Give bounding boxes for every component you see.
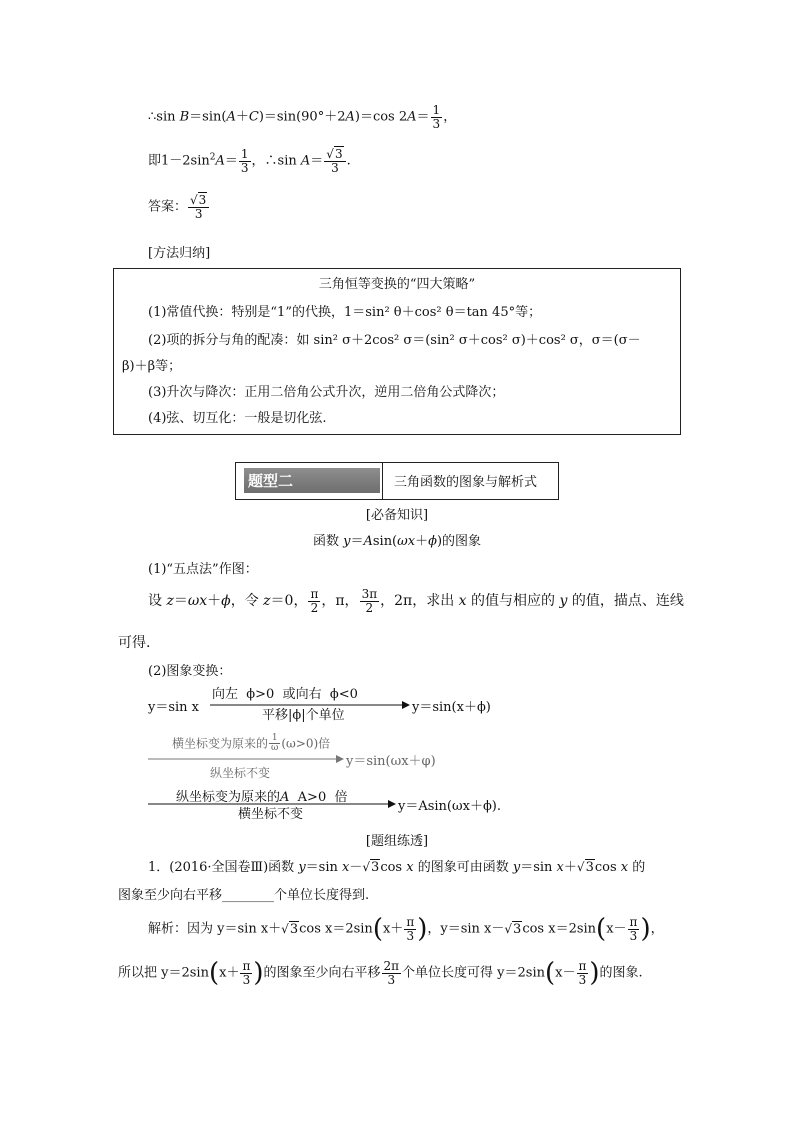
derivation-line-1: ∴sin B＝sin(A＋C)＝sin(90°＋2A)＝cos 2A＝ $\frac{1}{3}$ ， — [148, 103, 457, 131]
section-divider — [382, 463, 383, 499]
fraction-sqrt3-over-3: $\frac{√3}{3}$ — [324, 148, 345, 174]
section-header — [235, 462, 559, 500]
five-point-setup-cont: 可得. — [118, 635, 151, 651]
practice-label: [题组练透] — [365, 834, 429, 849]
fraction-3pi-over-2: $\frac{3\pi}{2}$ — [361, 587, 378, 615]
transform-2-arrow — [148, 754, 344, 764]
transform-2-bottom: 纵坐标不变 — [210, 766, 271, 780]
question-1-line-1: 1．(2016·全国卷Ⅲ)函数 y＝sin x－√3cos x 的图象可由函数 y＝sin x＋√3cos x 的 — [148, 860, 646, 875]
transform-1-end: y＝sin(x＋ϕ) — [412, 700, 491, 715]
transform-1-start: y＝sin x — [148, 700, 200, 715]
transform-3-top: 纵坐标变为原来的A A>0 倍 — [176, 790, 348, 805]
transform-1-bottom: 平移|ϕ|个单位 — [262, 708, 345, 723]
section-title: 三角函数的图象与解析式 — [394, 475, 538, 490]
strategy-item-4: (4)弦、切互化：一般是切化弦. — [148, 411, 327, 426]
fraction-one-third: $\frac{1}{3}$ — [432, 103, 441, 131]
solution-line-1: 解析：因为 y＝sin x＋√3cos x＝2sin(x＋ $\frac{\pi}{3}$ )，y＝sin x－√3cos x＝2sin(x－ $\frac{\pi}{3}$ )， — [148, 914, 664, 945]
transform-1-top: 向左 ϕ>0 或向右 ϕ<0 — [212, 687, 358, 702]
method-label: [方法归纳] — [148, 246, 211, 261]
transform-3-end: y＝Asin(ωx＋ϕ). — [398, 799, 502, 814]
strategy-title: 三角恒等变换的“四大策略” — [318, 277, 476, 292]
knowledge-label: [必备知识] — [365, 508, 429, 523]
fraction-one-third: $\frac{1}{3}$ — [240, 147, 249, 175]
answer-line: 答案： $\frac{√3}{3}$ — [148, 194, 210, 220]
fraction-sqrt3-over-3: $\frac{√3}{3}$ — [188, 194, 209, 220]
transform-2-top: 横坐标变为原来的 $\frac{1}{\omega}$ (ω>0)倍 — [172, 733, 331, 754]
solution-line-2: 所以把 y＝2sin(x＋ $\frac{\pi}{3}$ )的图象至少向右平移 $\frac{2\pi}{3}$ 个单位长度可得 y＝2sin(x－ $\frac{\pi}{3}$ )的图象. — [118, 958, 643, 989]
section-tag: 题型二 — [244, 468, 380, 493]
transform-2-end: y＝sin(ωx＋φ) — [346, 754, 436, 769]
strategy-item-1: (1)常值代换：特别是“1”的代换，1＝sin² θ＋cos² θ＝tan 45°等； — [148, 305, 542, 320]
strategy-box — [113, 268, 681, 435]
transform-3-bottom: 横坐标不变 — [238, 807, 304, 822]
five-point-label: (1)“五点法”作图： — [148, 562, 258, 577]
graph-title: 函数 y＝Asin(ωx＋ϕ)的图象 — [312, 534, 482, 549]
derivation-line-2: 即$1-2\sin^2A=$ $\frac{1}{3}$ ，∴sin A＝ $\frac{√3}{3}$ . — [148, 147, 351, 175]
fraction-pi-over-2: $\frac{\pi}{2}$ — [310, 587, 319, 615]
strategy-item-3: (3)升次与降次：正用二倍角公式升次，逆用二倍角公式降次； — [148, 385, 505, 400]
transform-label: (2)图象变换： — [148, 664, 232, 679]
strategy-item-2: (2)项的拆分与角的配凑：如 sin² σ＋2cos² σ＝(sin² σ＋cos² σ)＋cos² σ，σ＝(σ－ — [148, 333, 641, 348]
five-point-setup: 设 z＝ωx＋ϕ，令 z＝0， $\frac{\pi}{2}$ ，π， $\frac{3\pi}{2}$ ，2π，求出 x 的值与相应的 y 的值，描点、连线 — [148, 587, 684, 615]
question-1-line-2: 图象至少向右平移________个单位长度得到. — [118, 888, 370, 903]
strategy-item-2-cont: β)＋β等； — [122, 359, 182, 374]
